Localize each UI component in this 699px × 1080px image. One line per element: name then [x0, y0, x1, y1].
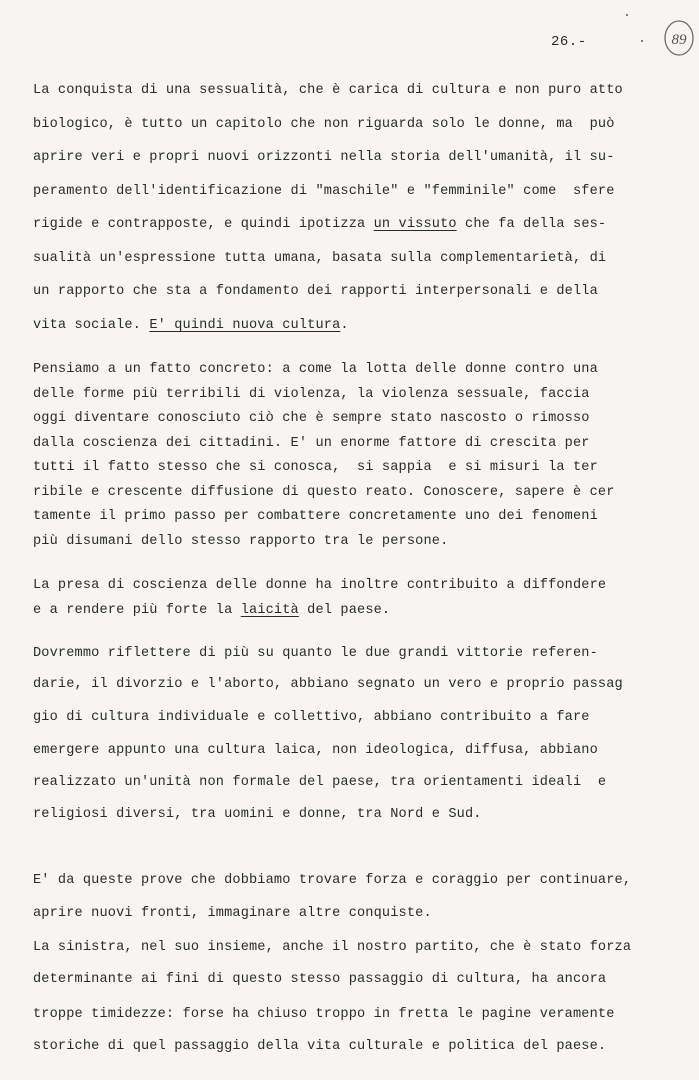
- archive-stamp: [662, 16, 696, 60]
- text-segment: La conquista di una sessualità, che è carica di cultura e non puro atto: [33, 83, 623, 98]
- text-segment: sualità un'espressione tutta umana, basata sulla complementarietà, di: [33, 250, 607, 266]
- text-segment: peramento dell'identificazione di "maschile" e "femminile" come sfere: [33, 183, 615, 199]
- text-line: [33, 534, 448, 549]
- text-segment: .: [340, 317, 349, 333]
- text-segment: che fa della ses-: [456, 217, 607, 232]
- text-segment: un rapporto che sta a fondamento dei rapporti interpersonali e della: [33, 284, 598, 299]
- text-line: [33, 906, 432, 921]
- text-line: [33, 83, 623, 98]
- text-line: [33, 873, 631, 888]
- text-line: [33, 710, 590, 725]
- text-line: [33, 775, 606, 790]
- text-segment: delle forme più terribili di violenza, la violenza sessuale, faccia: [33, 386, 590, 402]
- text-line: [33, 646, 598, 661]
- text-segment: tamente il primo passo per combattere concretamente uno dei fenomeni: [33, 509, 598, 524]
- text-segment: La presa di coscienza delle donne ha inoltre contribuito a diffondere: [33, 578, 607, 593]
- archive-stamp-number: 89: [671, 32, 687, 48]
- text-segment: Dovremmo riflettere di più su quanto le due grandi vittorie referen-: [33, 646, 598, 661]
- text-segment: emergere appunto una cultura laica, non ideologica, diffusa, abbiano: [33, 743, 598, 758]
- text-segment: ribile e crescente diffusione di questo reato. Conoscere, sapere è cer: [33, 484, 615, 500]
- text-line: [33, 1039, 606, 1054]
- text-segment: vita sociale.: [33, 317, 150, 333]
- text-line: [33, 603, 390, 618]
- text-line: [33, 318, 349, 333]
- text-segment: biologico, è tutto un capitolo che non riguarda solo le donne, ma può: [33, 116, 615, 132]
- text-line: [33, 284, 598, 299]
- text-line: [33, 251, 606, 266]
- text-line: [33, 677, 623, 692]
- text-segment: del paese.: [298, 602, 391, 618]
- text-segment: aprire veri e propri nuovi orizzonti nella storia dell'umanità, il su-: [33, 150, 615, 165]
- text-line: [33, 184, 615, 199]
- text-line: [33, 362, 598, 377]
- text-segment: gio di cultura individuale e collettivo, abbiano contribuito a fare: [33, 710, 590, 725]
- text-segment: dalla coscienza dei cittadini. E' un enorme fattore di crescita per: [33, 435, 590, 451]
- text-segment: La sinistra, nel suo insieme, anche il nostro partito, che è stato forza: [33, 940, 632, 955]
- text-line: [33, 807, 482, 822]
- text-line: [33, 972, 606, 987]
- underlined-phrase: E' quindi nuova cultura: [149, 317, 341, 333]
- text-segment: aprire nuovi fronti, immaginare altre conquiste.: [33, 906, 432, 922]
- text-line: [33, 217, 606, 232]
- text-segment: tutti il fatto stesso che si conosca, si sappia e si misuri la ter: [33, 460, 598, 475]
- underlined-phrase: un vissuto: [373, 217, 457, 232]
- text-segment: E' da queste prove che dobbiamo trovare forza e coraggio per continuare,: [33, 873, 632, 888]
- text-segment: e a rendere più forte la: [33, 602, 241, 618]
- text-line: [33, 460, 598, 475]
- text-segment: storiche di quel passaggio della vita culturale e politica del paese.: [33, 1039, 607, 1054]
- text-segment: darie, il divorzio e l'aborto, abbiano segnato un vero e proprio passag: [33, 677, 623, 692]
- page-number: 26.-: [551, 34, 587, 50]
- text-line: [33, 485, 615, 500]
- text-line: [33, 578, 606, 593]
- text-line: [33, 387, 590, 402]
- text-segment: troppe timidezze: forse ha chiuso troppo in fretta le pagine veramente: [33, 1007, 615, 1022]
- text-segment: Pensiamo a un fatto concreto: a come la lotta delle donne contro una: [33, 362, 598, 377]
- archive-stamp-circle: [662, 16, 696, 60]
- text-line: [33, 1007, 615, 1022]
- text-segment: realizzato un'unità non formale del paese, tra orientamenti ideali e: [33, 775, 607, 790]
- text-segment: determinante ai fini di questo stesso passaggio di cultura, ha ancora: [33, 972, 607, 987]
- text-line: [33, 509, 598, 524]
- text-segment: più disumani dello stesso rapporto tra le persone.: [33, 533, 449, 549]
- text-line: [33, 743, 598, 758]
- underlined-phrase: laicità: [240, 602, 299, 618]
- text-segment: religiosi diversi, tra uomini e donne, tra Nord e Sud.: [33, 807, 482, 822]
- text-line: [33, 940, 631, 955]
- speck: [641, 40, 643, 42]
- text-segment: rigide e contrapposte, e quindi ipotizza: [33, 217, 374, 232]
- text-line: [33, 411, 590, 426]
- speck: [626, 14, 628, 16]
- text-segment: oggi diventare conosciuto ciò che è sempre stato nascosto o rimosso: [33, 411, 590, 426]
- text-line: [33, 117, 615, 132]
- text-line: [33, 150, 615, 165]
- text-line: [33, 436, 590, 451]
